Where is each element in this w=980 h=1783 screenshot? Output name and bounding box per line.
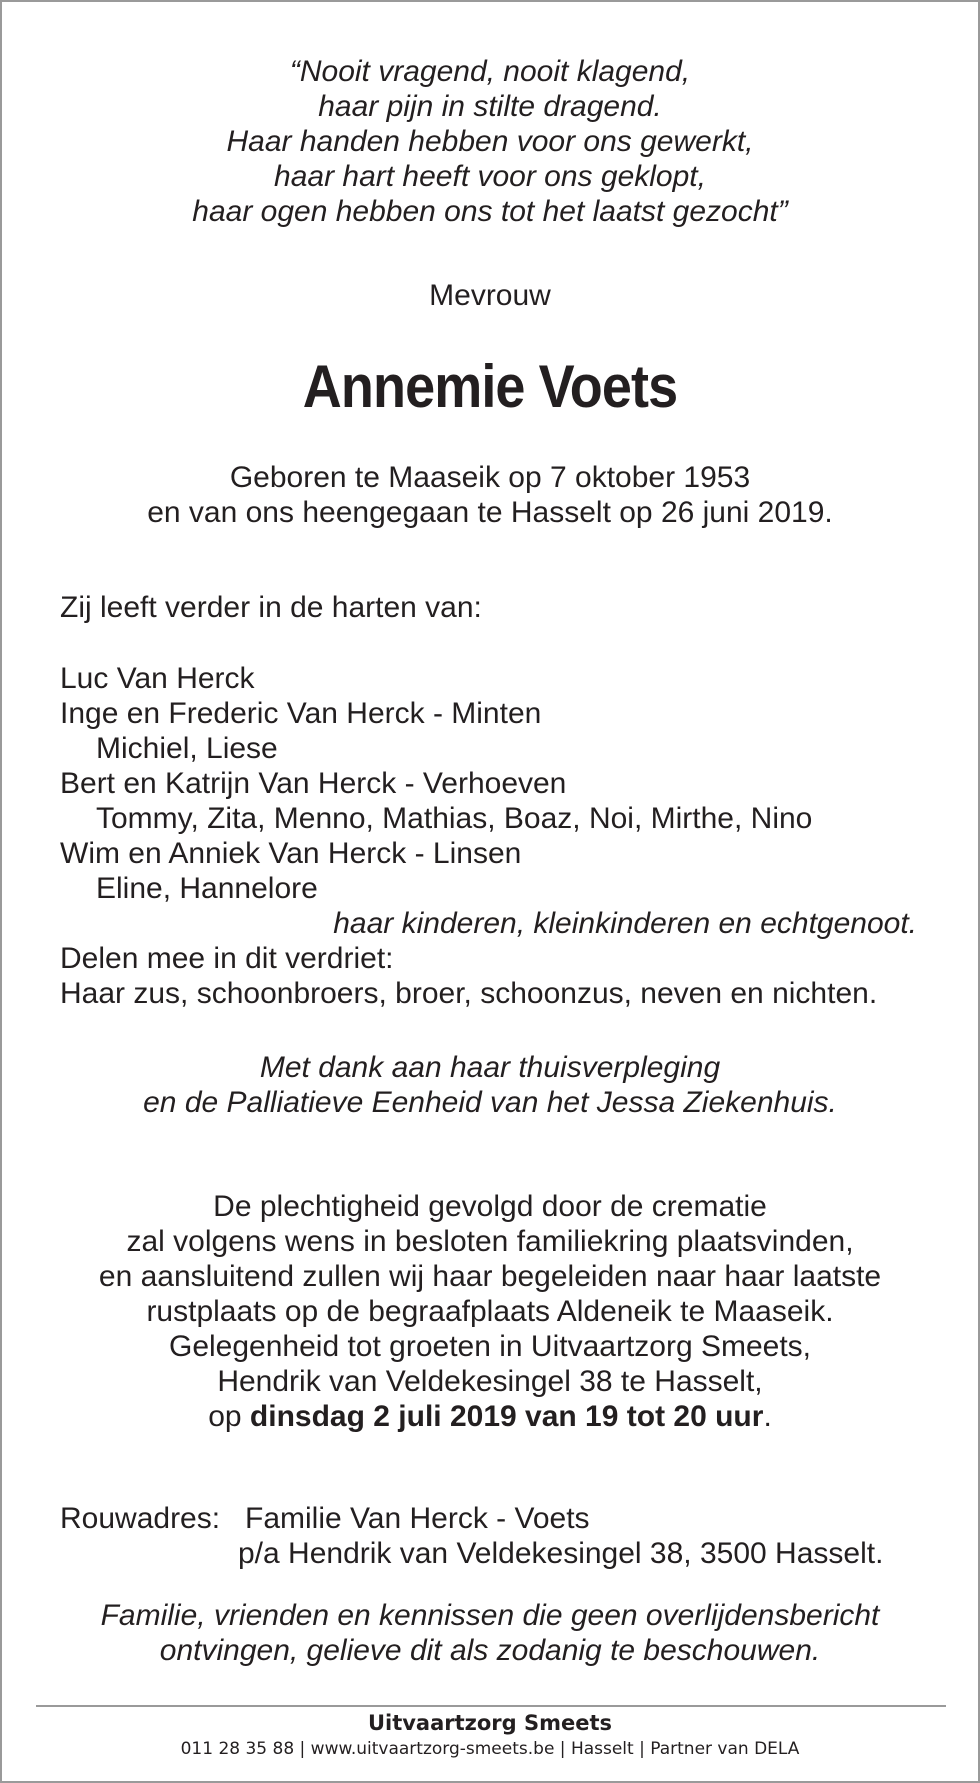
mourning-address-street: p/a Hendrik van Veldekesingel 38, 3500 Hasselt. <box>238 1537 884 1570</box>
salutation: Mevrouw <box>429 279 551 312</box>
poem-line: haar ogen hebben ons tot het laatst gezocht” <box>192 195 788 228</box>
poem-line: Haar handen hebben voor ons gewerkt, <box>226 125 754 158</box>
footer-divider <box>36 1705 946 1707</box>
visitation-line <box>2 1399 978 1434</box>
funeral-home-name: Uitvaartzorg Smeets <box>367 1711 613 1735</box>
grandchildren: Eline, Hannelore <box>96 872 318 905</box>
poem-line: “Nooit vragend, nooit klagend, <box>289 55 691 88</box>
birth-line: Geboren te Maaseik op 7 oktober 1953 <box>229 461 751 494</box>
poem-line: haar hart heeft voor ons geklopt, <box>274 160 706 193</box>
family-member: Inge en Frederic Van Herck - Minten <box>60 697 542 730</box>
share-grief-list: Haar zus, schoonbroers, broer, schoonzus, neven en nichten. <box>60 977 878 1010</box>
deceased-name: Annemie Voets <box>302 353 678 420</box>
family-caption: haar kinderen, kleinkinderen en echtgenoot. <box>333 907 917 940</box>
ceremony-line: rustplaats op de begraafplaats Aldeneik te Maaseik. <box>146 1295 834 1328</box>
grandchildren: Michiel, Liese <box>96 732 278 765</box>
mourning-address-label: Rouwadres: <box>60 1502 221 1535</box>
notice-line: Familie, vrienden en kennissen die geen overlijdensbericht <box>100 1599 880 1632</box>
death-line: en van ons heengegaan te Hasselt op 26 juni 2019. <box>147 496 833 529</box>
share-grief-intro: Delen mee in dit verdriet: <box>60 942 394 975</box>
poem-line: haar pijn in stilte dragend. <box>318 90 662 123</box>
ceremony-line: De plechtigheid gevolgd door de crematie <box>213 1190 767 1223</box>
family-member: Bert en Katrijn Van Herck - Verhoeven <box>60 767 567 800</box>
visitation-suffix: . <box>763 1400 772 1433</box>
visitation-datetime: dinsdag 2 juli 2019 van 19 tot 20 uur <box>249 1400 764 1433</box>
grandchildren: Tommy, Zita, Menno, Mathias, Boaz, Noi, Mirthe, Nino <box>96 802 813 835</box>
ceremony-line: en aansluitend zullen wij haar begeleiden naar haar laatste <box>98 1260 882 1293</box>
survivors-intro: Zij leeft verder in de harten van: <box>60 591 482 624</box>
visitation-prefix: op <box>208 1400 250 1433</box>
family-member: Luc Van Herck <box>60 662 255 695</box>
ceremony-line: zal volgens wens in besloten familiekring plaatsvinden, <box>126 1225 854 1258</box>
notice-line: ontvingen, gelieve dit als zodanig te beschouwen. <box>159 1634 821 1667</box>
mourning-address-name: Familie Van Herck - Voets <box>245 1502 590 1535</box>
thanks-line: Met dank aan haar thuisverpleging <box>259 1051 721 1084</box>
ceremony-line: Gelegenheid tot groeten in Uitvaartzorg Smeets, <box>168 1330 812 1363</box>
thanks-line: en de Palliatieve Eenheid van het Jessa Ziekenhuis. <box>143 1086 837 1119</box>
funeral-home-details: 011 28 35 88 | www.uitvaartzorg-smeets.be | Hasselt | Partner van DELA <box>180 1739 800 1759</box>
ceremony-line: Hendrik van Veldekesingel 38 te Hasselt, <box>217 1365 763 1398</box>
family-member: Wim en Anniek Van Herck - Linsen <box>60 837 522 870</box>
